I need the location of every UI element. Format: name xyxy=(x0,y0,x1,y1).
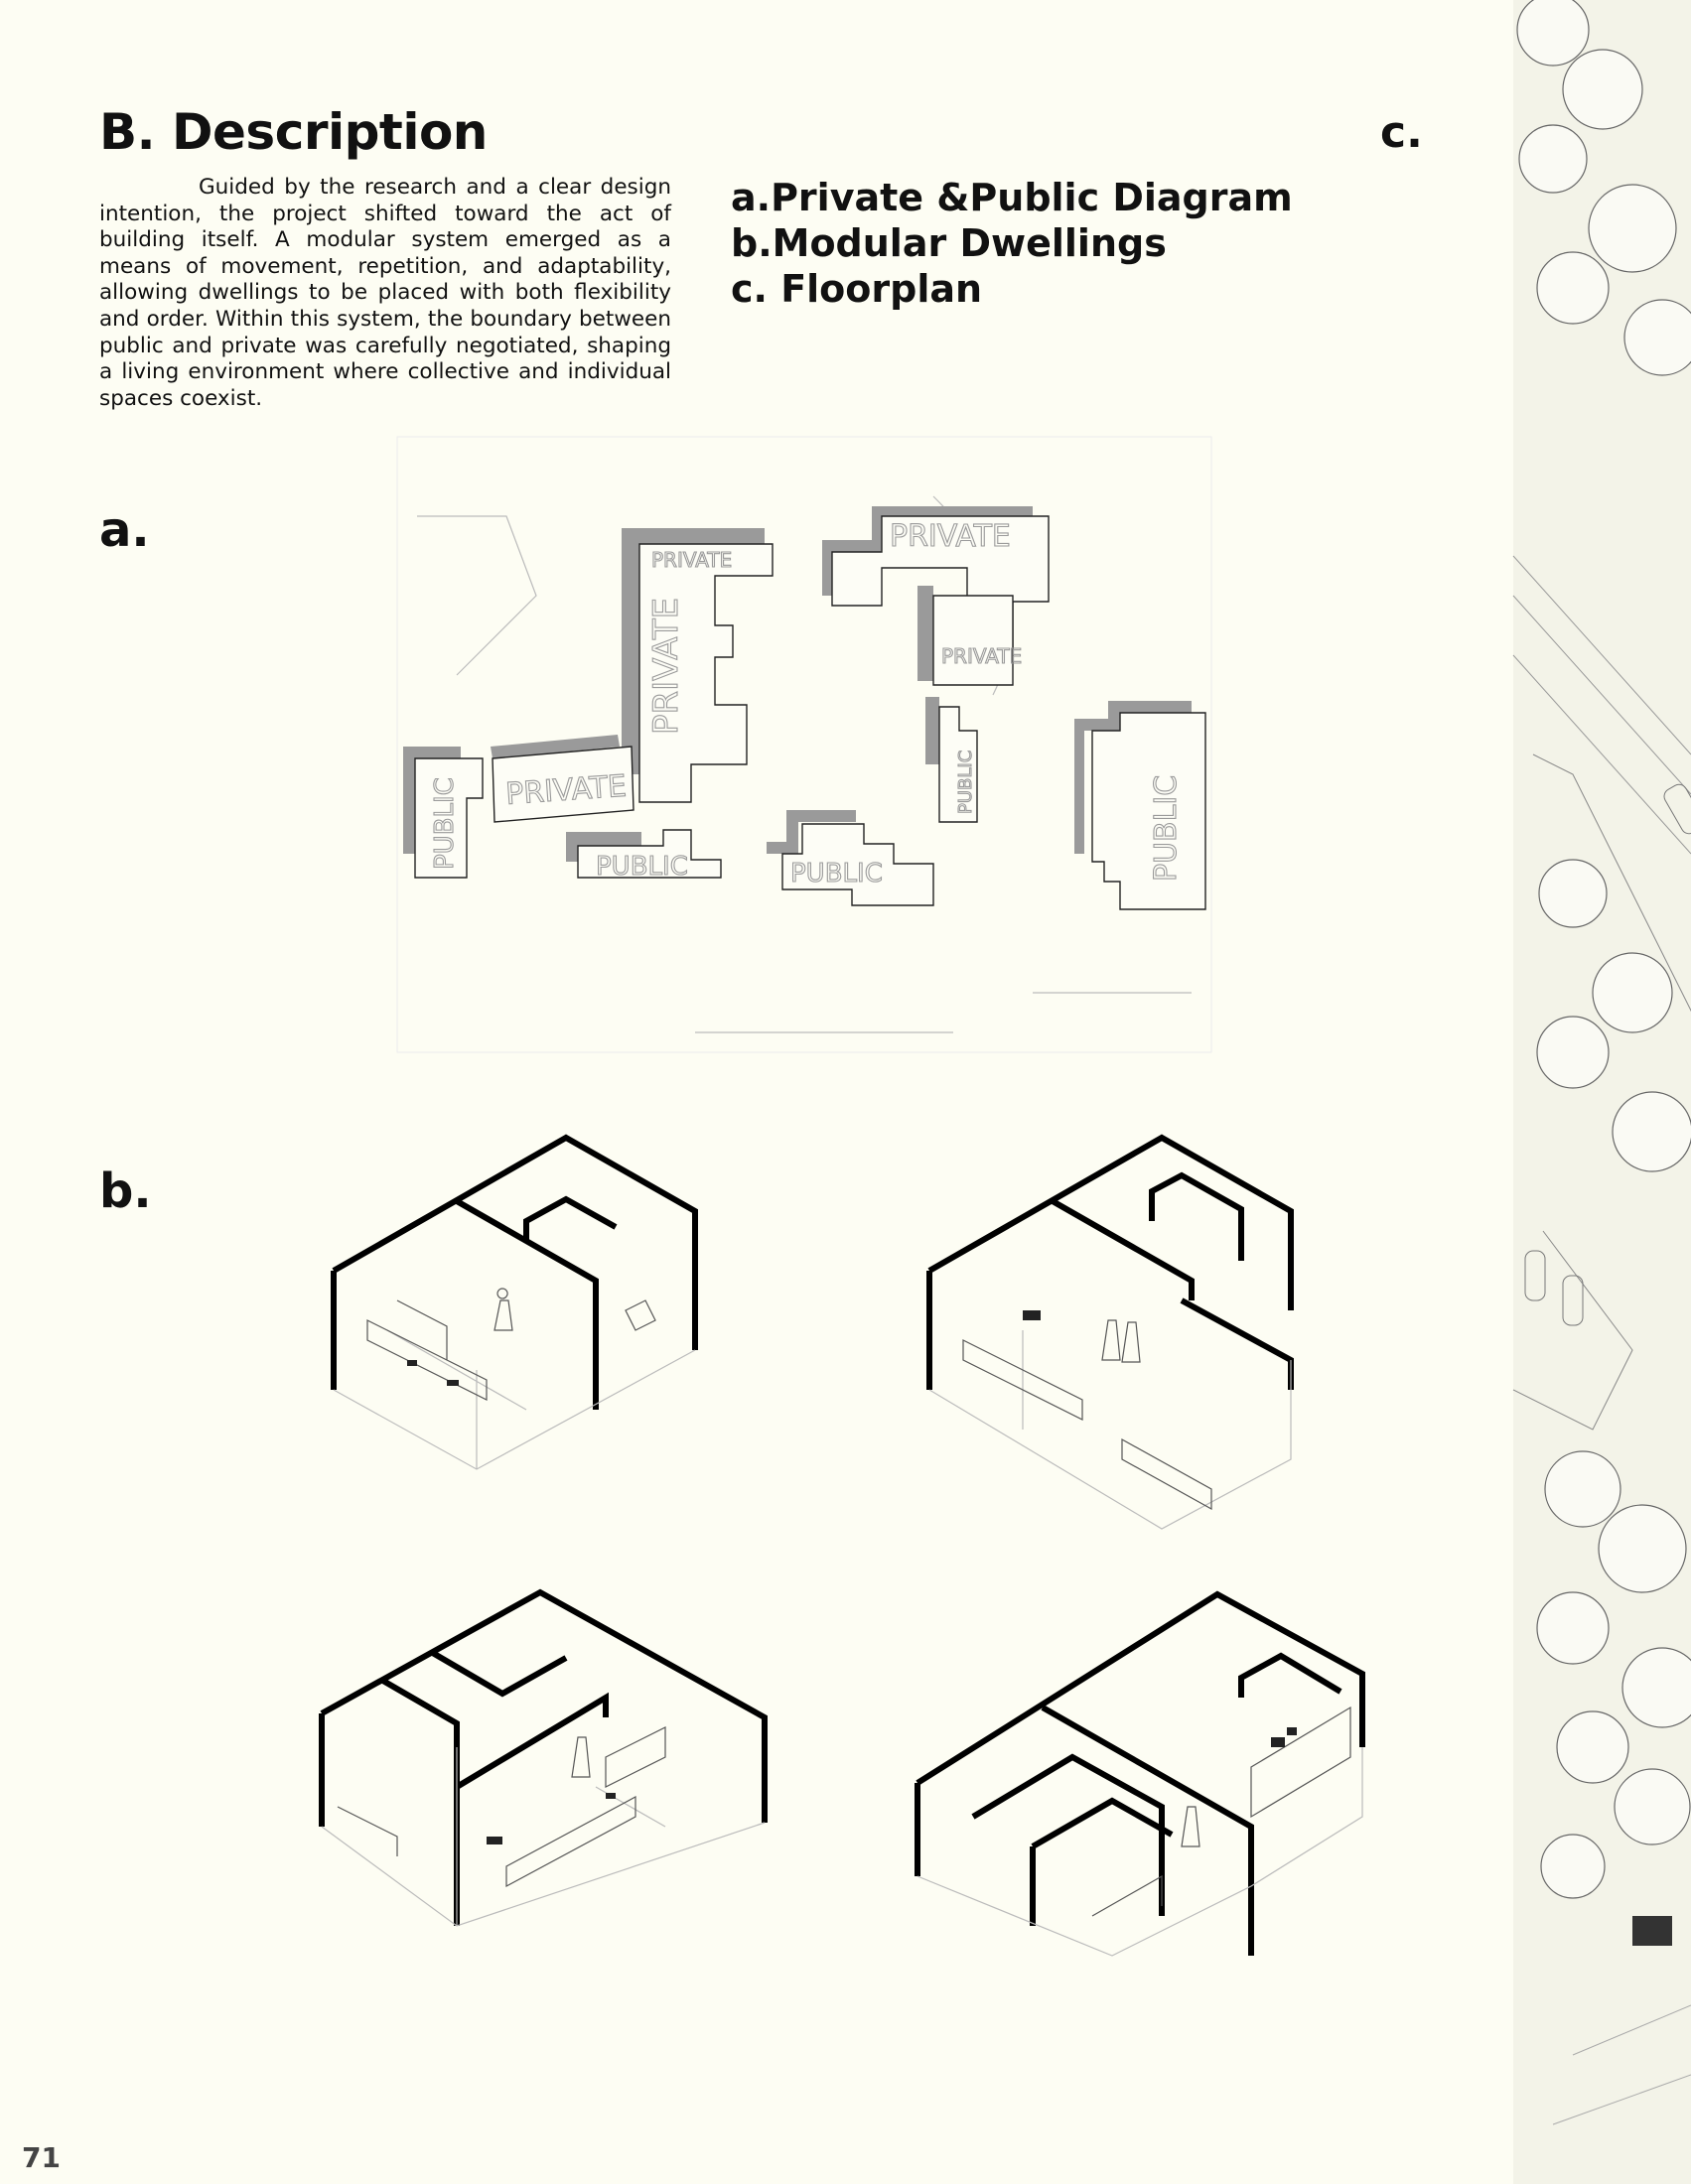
dwelling-iso-1 xyxy=(328,1132,705,1469)
block-private-tilted xyxy=(491,735,634,822)
section-b-label: b. xyxy=(99,1163,152,1219)
block-public-left xyxy=(403,747,483,878)
site-plan-drawing xyxy=(1513,0,1691,2184)
block-private-mid-right xyxy=(917,586,1022,685)
page-number: 71 xyxy=(22,2141,61,2174)
dwelling-iso-4 xyxy=(914,1588,1380,1956)
block-public-narrow xyxy=(925,697,977,822)
description-paragraph: Guided by the research and a clear design intention, the project shifted toward the act of building itself. A modular system emerged as a means of movement, repetition, and adaptability, allowing dwellings to be placed with both flexibility and order. Within this system, the boundary between public and private was carefully negotiated, shaping a living environment where collective and individual spaces coexist. xyxy=(99,175,671,411)
contents-item-diagram: a.Private &Public Diagram xyxy=(731,176,1293,219)
zone-label-public: PUBLIC xyxy=(430,777,460,870)
zone-label-private: PRIVATE xyxy=(504,768,629,812)
zone-label-private: PRIVATE xyxy=(651,548,733,572)
zone-label-public: PUBLIC xyxy=(790,859,883,888)
block-private-tall xyxy=(622,528,773,802)
dwelling-iso-3 xyxy=(308,1588,775,1946)
contents-item-floorplan: c. Floorplan xyxy=(731,267,983,311)
section-a-label: a. xyxy=(99,502,150,558)
zone-label-private: PRIVATE xyxy=(646,597,686,735)
zone-label-private: PRIVATE xyxy=(890,519,1011,554)
zone-label-public: PUBLIC xyxy=(596,852,688,882)
block-public-bottom-b xyxy=(767,810,933,905)
dwelling-iso-2 xyxy=(923,1132,1301,1539)
block-public-right xyxy=(1074,701,1205,909)
site-plan-strip xyxy=(1513,0,1691,2184)
section-c-label: c. xyxy=(1380,107,1423,158)
contents-list xyxy=(731,175,1293,312)
zone-label-public: PUBLIC xyxy=(1149,774,1184,882)
private-public-diagram xyxy=(397,437,1231,1072)
page-title: B. Description xyxy=(99,103,488,161)
zone-label-public: PUBLIC xyxy=(955,750,976,814)
zone-label-private: PRIVATE xyxy=(941,644,1023,668)
contents-item-dwellings: b.Modular Dwellings xyxy=(731,221,1167,265)
block-public-bottom-a xyxy=(566,830,721,882)
